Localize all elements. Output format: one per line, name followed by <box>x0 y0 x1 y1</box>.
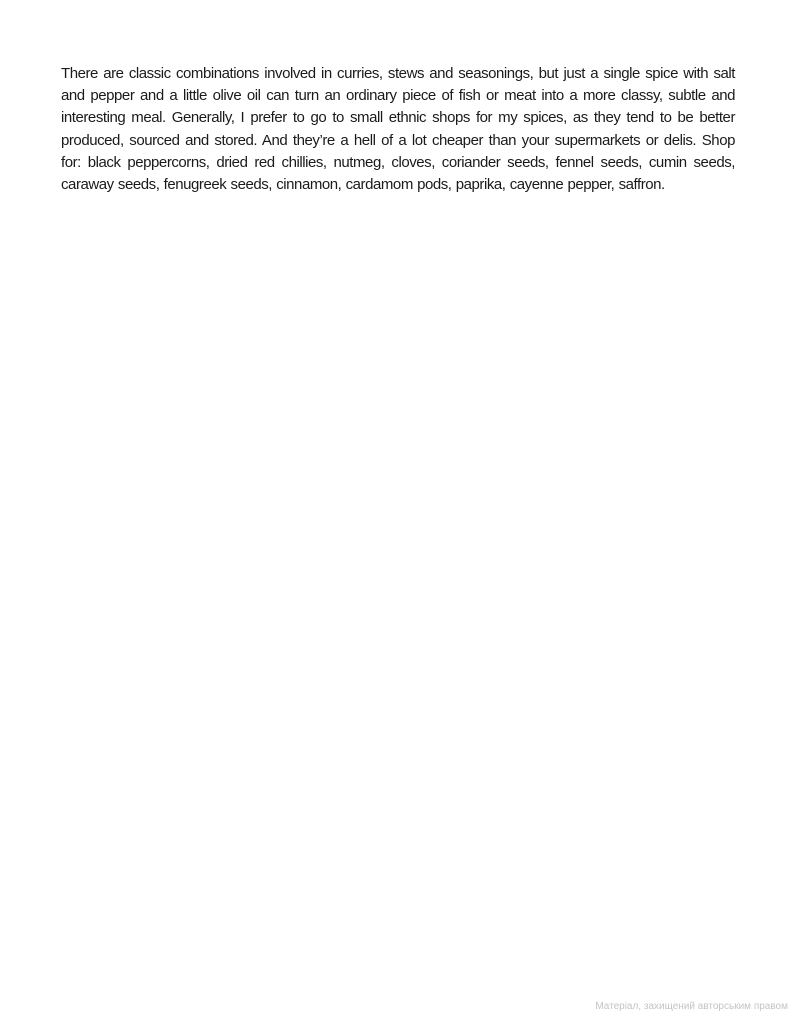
copyright-notice: Матеріал, захищений авторським правом <box>595 1001 788 1012</box>
body-paragraph: There are classic combinations involved in curries, stews and seasonings, but just a single spice with salt and pepper and a little olive oil can turn an ordinary piece of fish or meat into a more classy, subtle and interesting meal. Generally, I prefer to go to small ethnic shops for my spices, as they tend to be better produced, sourced and stored. And they’re a hell of a lot cheaper than your supermarkets or delis. Shop for: black peppercorns, dried red chillies, nutmeg, cloves, coriander seeds, fennel seeds, cumin seeds, caraway seeds, fenugreek seeds, cinnamon, cardamom pods, paprika, cayenne pepper, saffron. <box>61 65 735 194</box>
